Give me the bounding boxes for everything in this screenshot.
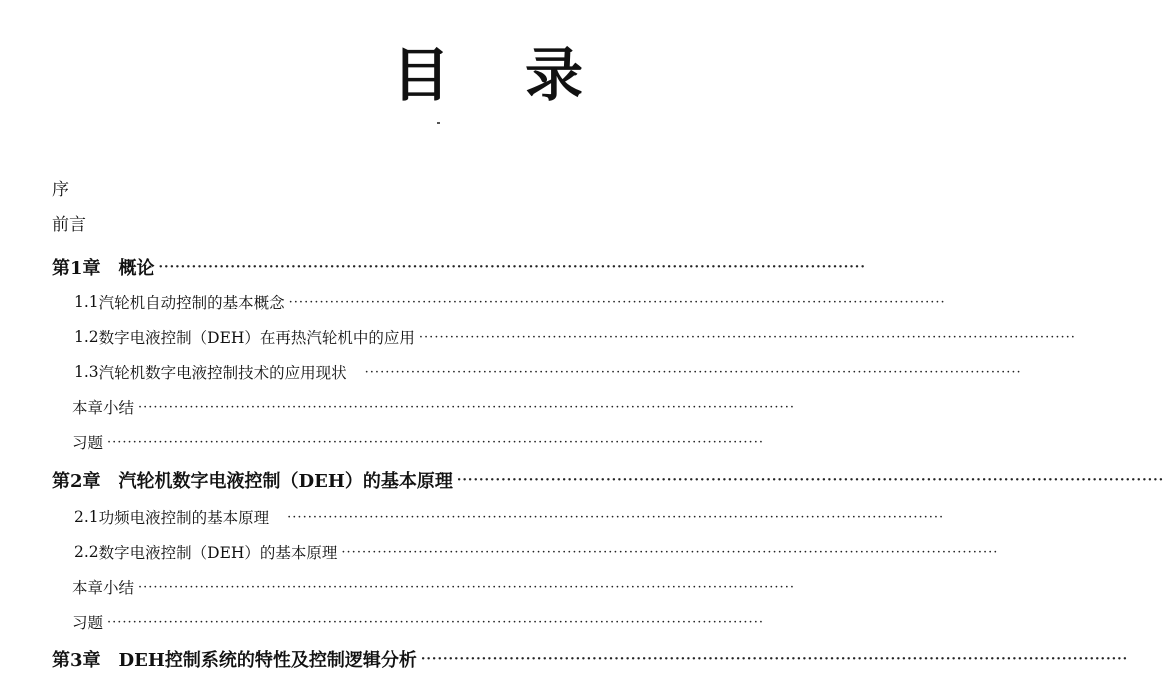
dot-leader: ································································································································ (456, 472, 1164, 488)
toc-entry-label: 序 (52, 179, 69, 200)
section-number: 2.1 (74, 508, 99, 526)
section-number: 1.1 (74, 293, 99, 311)
dot-leader: ································································································································ (158, 259, 866, 275)
section-title: 数字电液控制（DEH）在再热汽轮机中的应用 (98, 329, 415, 347)
chapter-number: 第1章 (52, 258, 101, 279)
toc-entry-ch2-summary[interactable] (0, 572, 830, 602)
toc-entry-ch1-summary[interactable] (0, 392, 830, 422)
toc-entry-foreword[interactable] (0, 207, 810, 237)
toc-entry-preface[interactable] (0, 172, 810, 202)
dot-leader: ································································································································ (288, 294, 946, 310)
section-title: 汽轮机自动控制的基本概念 (98, 294, 285, 312)
toc-entry-label: 本章小结 (72, 579, 135, 597)
dot-leader: ································································································································ (418, 329, 1076, 345)
toc-entry-label: 习题 (72, 434, 104, 452)
dot-leader: ································································································································ (107, 614, 764, 630)
dot-leader: ································································································································ (107, 434, 764, 450)
dot-leader: ································································································································ (420, 651, 1129, 667)
chapter-title: DEH控制系统的特性及控制逻辑分析 (118, 650, 417, 671)
dot-leader: ································································································································ (138, 399, 795, 415)
toc-entry-ch1-exercises[interactable] (0, 427, 830, 457)
toc-chapter-1[interactable] (0, 252, 866, 282)
dot-leader: ································································································································ (287, 509, 945, 525)
toc-section-1-3[interactable] (0, 357, 1022, 387)
chapter-number: 第3章 (52, 650, 101, 671)
title-char-2: 录 (525, 41, 584, 109)
dot-leader: ································································································································ (364, 364, 1022, 380)
chapter-title: 概论 (118, 258, 155, 279)
toc-section-1-2[interactable] (0, 322, 1076, 352)
section-number: 1.3 (74, 363, 99, 381)
section-title: 数字电液控制（DEH）的基本原理 (98, 544, 338, 562)
title-char-1: 目 (392, 41, 451, 109)
toc-entry-label: 前言 (52, 214, 86, 235)
dot-leader: ································································································································ (138, 579, 795, 595)
toc-section-1-1[interactable] (0, 287, 946, 317)
toc-chapter-3[interactable] (0, 644, 1129, 674)
toc-section-2-2[interactable] (0, 537, 999, 567)
chapter-title: 汽轮机数字电液控制（DEH）的基本原理 (118, 471, 453, 492)
page-title (0, 40, 758, 110)
toc-entry-label: 本章小结 (72, 399, 135, 417)
section-title: 汽轮机数字电液控制技术的应用现状 (98, 364, 347, 382)
section-number: 1.2 (74, 328, 99, 346)
toc-entry-ch2-exercises[interactable] (0, 607, 830, 637)
toc-chapter-2[interactable] (0, 465, 1164, 495)
dot-leader: ································································································································ (341, 544, 999, 560)
section-title: 功频电液控制的基本原理 (98, 509, 270, 527)
title-mark (437, 122, 440, 124)
section-number: 2.2 (74, 543, 99, 561)
toc-section-2-1[interactable] (0, 502, 945, 532)
chapter-number: 第2章 (52, 471, 101, 492)
toc-entry-label: 习题 (72, 614, 104, 632)
